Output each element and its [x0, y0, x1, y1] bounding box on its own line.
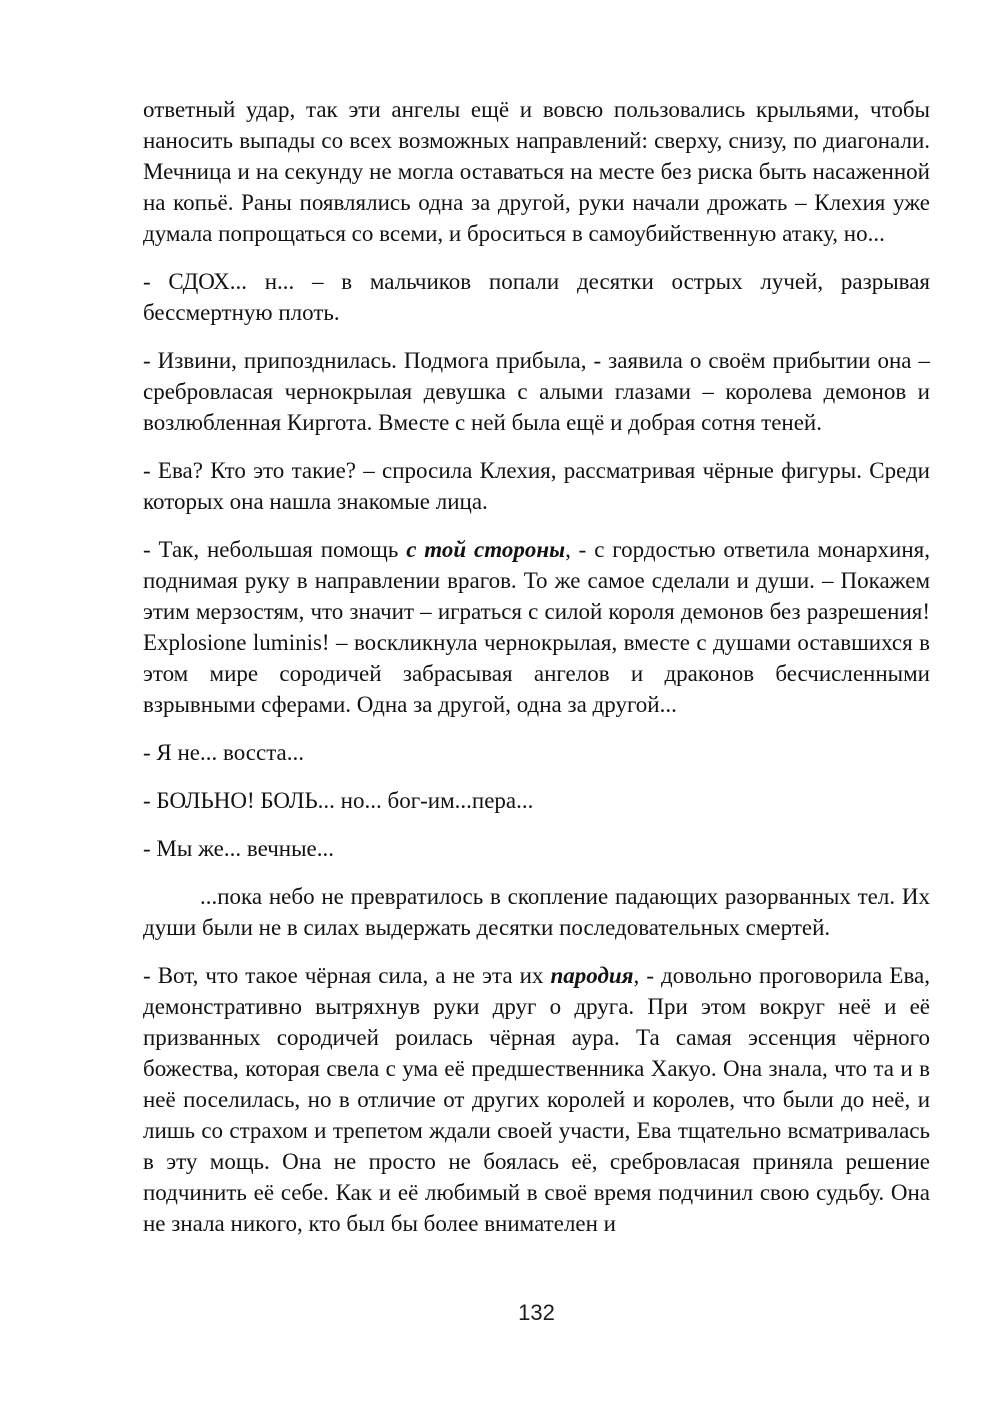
- paragraph: ответный удар, так эти ангелы ещё и вовсю пользовались крыльями, чтобы наносить выпады со всех возможных направлений: сверху, снизу, по диагонали. Мечница и на секунду не могла оставаться на месте без риска быть насаженной на копьё. Раны появлялись одна за другой, руки начали дрожать – Клехия уже думала попрощаться со всеми, и броситься в самоубийственную атаку, но...: [143, 97, 930, 246]
- paragraph-emphasis-text: пародия: [550, 963, 634, 988]
- paragraph-text: - Вот, что такое чёрная сила, а не эта их: [143, 963, 551, 988]
- paragraph: - Я не... восста...: [143, 740, 304, 765]
- paragraph: - Мы же... вечные...: [143, 836, 335, 861]
- paragraph-text: - Так, небольшая помощь: [143, 537, 407, 562]
- paragraph-text: , - с гордостью ответила монархиня, поднимая руку в направлении врагов. То же самое сделали и души. – Покажем этим мерзостям, что значит – играться с силой короля демонов без разрешения! Explosione luminis! – воскликнула чернокрылая, вместе с душами оставшихся в этом мире сородичей забрасывая ангелов и драконов бесчисленными взрывными сферами. Одна за другой, одна за другой...: [143, 537, 930, 717]
- paragraph: ...пока небо не превратилось в скопление падающих разорванных тел. Их души были не в силах выдержать десятки последовательных смертей.: [143, 884, 930, 940]
- page-number: 132: [518, 1300, 555, 1325]
- text-block: [143, 94, 930, 1256]
- paragraph-text: , - довольно проговорила Ева, демонстративно вытряхнув руки друг о друга. При этом вокруг неё и её призванных сородичей роилась чёрная аура. Та самая эссенция чёрного божества, которая свела с ума её предшественника Хакуо. Она знала, что та и в неё поселилась, но в отличие от других королей и королев, что были до неё, и лишь со страхом и трепетом ждали своей участи, Ева тщательно всматривалась в эту мощь. Она не просто не боялась её, сребровласая приняла решение подчинить её себе. Как и её любимый в своё время подчинил свою судьбу. Она не знала никого, кто был бы более внимателен и: [143, 963, 930, 1236]
- paragraph: - Ева? Кто это такие? – спросила Клехия, рассматривая чёрные фигуры. Среди которых она нашла знакомые лица.: [143, 458, 930, 514]
- paragraph-emphasis-text: с той стороны: [406, 537, 566, 562]
- paragraph: - БОЛЬНО! БОЛЬ... но... бог-им...пера...: [143, 788, 534, 813]
- paragraph: [143, 534, 930, 720]
- paragraph: - СДОХ... н... – в мальчиков попали десятки острых лучей, разрывая бессмертную плоть.: [143, 269, 930, 325]
- paragraph: [143, 960, 930, 1239]
- paragraph: - Извини, припозднилась. Подмога прибыла, - заявила о своём прибытии она – сребровласая чернокрылая девушка с алыми глазами – королева демонов и возлюбленная Киргота. Вместе с ней была ещё и добрая сотня теней.: [143, 348, 930, 435]
